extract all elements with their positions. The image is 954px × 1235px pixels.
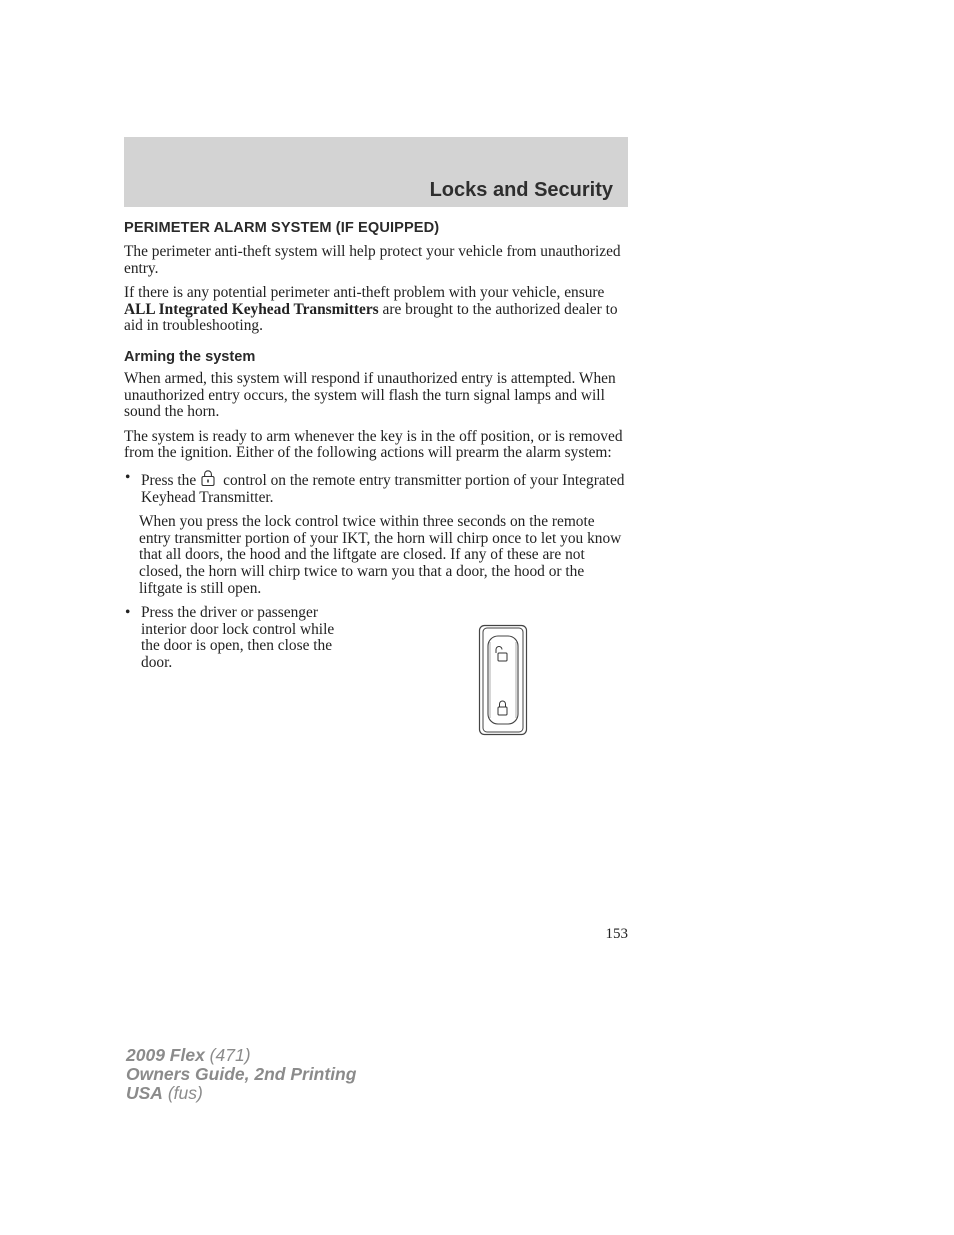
document-footer bbox=[126, 1046, 356, 1103]
section-heading: PERIMETER ALARM SYSTEM (IF EQUIPPED) bbox=[124, 220, 440, 236]
paragraph-chirp: When you press the lock control twice within three seconds on the remote entry transmitter portion of your IKT, the horn will chirp once to let you know that all doors, the hood and the liftgate are closed. If any of these are not closed, the horn will chirp twice to warn you that a door, the hood or the liftgate is still open. bbox=[139, 513, 622, 597]
subsection-heading: Arming the system bbox=[124, 348, 256, 365]
lock-icon bbox=[199, 470, 217, 486]
footer-line-guide: Owners Guide, 2nd Printing bbox=[126, 1064, 357, 1084]
page-number: 153 bbox=[605, 926, 628, 942]
bullet-dot: • bbox=[125, 604, 131, 622]
paragraph-troubleshooting: If there is any potential perimeter anti-theft problem with your vehicle, ensure ALL Integrated Keyhead Transmitters are brought to the authorized dealer to aid in troubleshooting. bbox=[124, 284, 618, 335]
section-header-band bbox=[124, 137, 628, 207]
bullet-item-door-lock: • Press the driver or passenger interior door lock control while the door is open, then close the door. bbox=[125, 604, 335, 671]
bullet-item-remote: • Press the control on the remote entry transmitter portion of your Integrated Keyhead Transmitter. bbox=[125, 468, 625, 506]
section-title: Locks and Security bbox=[429, 179, 613, 201]
bullet-dot: • bbox=[125, 468, 131, 486]
footer-line-market: USA (fus) bbox=[126, 1083, 203, 1103]
emphasis-transmitters: ALL Integrated Keyhead Transmitters bbox=[124, 300, 379, 318]
footer-line-model: 2009 Flex (471) bbox=[126, 1045, 251, 1065]
paragraph-armed: When armed, this system will respond if unauthorized entry is attempted. When unauthorized entry occurs, the system will flash the turn signal lamps and will sound the horn. bbox=[124, 369, 616, 421]
paragraph-intro: The perimeter anti-theft system will help protect your vehicle from unauthorized entry. bbox=[124, 243, 621, 277]
paragraph-prearm: The system is ready to arm whenever the key is in the off position, or is removed from the ignition. Either of the following actions will prearm the alarm system: bbox=[124, 427, 623, 462]
door-lock-switch-illustration bbox=[478, 624, 528, 736]
page-content bbox=[124, 220, 630, 679]
